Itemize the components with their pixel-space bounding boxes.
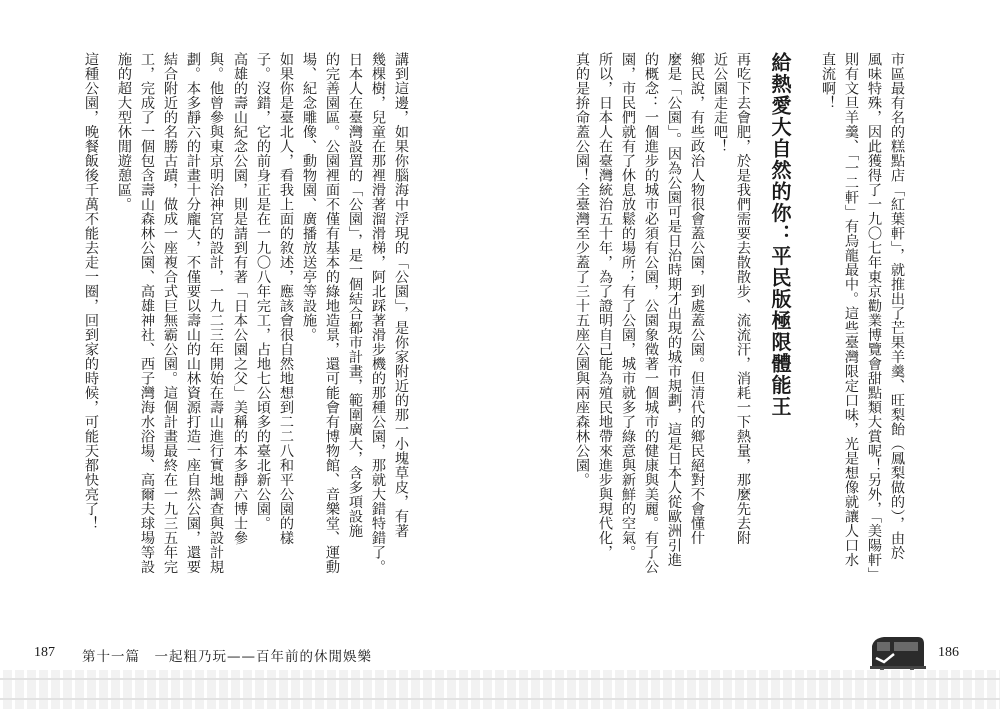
left-column: 這種公園，晚餐飯後千萬不能去走一圈，回到家的時候，可能天都快亮了！ — [83, 52, 99, 531]
left-column: 子。沒錯，它的前身正是在一九〇八年完工，占地七公頃多的臺北新公園。 — [255, 52, 271, 531]
right-column: 則有文旦羊羹、「一二軒」有烏龍最中。這些臺灣限定口味，光是想像就讓人口水 — [843, 52, 859, 567]
right-page — [500, 0, 1000, 709]
left-column: 場、紀念雕像、動物園、廣播放送亭等設施。 — [301, 52, 317, 342]
left-column: 日本人在臺灣設置的「公園」，是一個結合都市計畫，範圍廣大，含多項設施 — [347, 52, 363, 538]
right-column: 再吃下去會肥，於是我們需要去散散步、流流汗，消耗一下熱量，那麼先去附 — [735, 52, 751, 545]
railway-track-decoration — [0, 670, 1000, 709]
right-column: 所以，日本人在臺灣統治五十年，為了證明自己能為殖民地帶來進步與現代化， — [597, 52, 613, 560]
rail-line — [0, 698, 1000, 700]
left-text-block — [0, 52, 500, 652]
rail-line — [0, 678, 1000, 680]
right-column: 直流啊！ — [820, 52, 836, 110]
right-column: 近公園走走吧！ — [712, 52, 728, 154]
right-text-block — [500, 52, 1000, 652]
left-column: 講到這邊，如果你腦海中浮現的「公園」，是你家附近的那一小塊草皮，有著 — [393, 52, 409, 538]
page-number-left: 187 — [34, 645, 55, 660]
page-number-right: 186 — [938, 645, 959, 660]
left-column: 幾棵樹，兒童在那裡滑著溜滑梯，阿北踩著滑步機的那種公園，那就大錯特錯了。 — [370, 52, 386, 574]
left-column: 如果你是臺北人，看我上面的敘述，應該會很自然地想到二二八和平公園的樣 — [278, 52, 294, 545]
left-column: 施的超大型休閒遊憩區。 — [116, 52, 132, 212]
right-column: 園，市民們就有了休息放鬆的場所；有了公園，城市就多了綠意與新鮮的空氣。 — [620, 52, 636, 560]
left-column: 結合附近的名勝古蹟，做成一座複合式巨無霸公園。這個計畫最終在一九三五年完 — [162, 52, 178, 574]
train-icon — [868, 632, 926, 672]
left-column: 劃。本多靜六的計畫十分龐大，不僅要以壽山的山林資源打造一座自然公園，還要 — [185, 52, 201, 574]
right-column: 真的是拚命蓋公園！全臺灣至少蓋了三十五座公園與兩座森林公園。 — [574, 52, 590, 487]
right-column: 的概念：一個進步的城市必須有公園，公園象徵著一個城市的健康與美麗。有了公 — [643, 52, 659, 574]
right-column: 市區最有名的糕點店「紅葉軒」，就推出了芒果羊羹、旺梨飴（鳳梨做的），由於 — [889, 52, 905, 560]
left-column: 與。他曾參與東京明治神宮的設計，一九二三年開始在壽山進行實地調查與設計規 — [208, 52, 224, 574]
right-column: 鄉民說，有些政治人物很會蓋公園，到處蓋公園。但清代的鄉民絕對不會懂什 — [689, 52, 705, 545]
left-column: 工，完成了一個包含壽山森林公園、高雄神社、西子灣海水浴場、高爾夫球場等設 — [139, 52, 155, 574]
right-column: 風味特殊，因此獲得了一九〇七年東京勸業博覽會甜點類大賞呢！另外，「美陽軒」 — [866, 52, 882, 582]
section-heading: 給熱愛大自然的你：平民版極限體能王 — [768, 52, 792, 418]
right-column: 麼是「公園」。因為公園可是日治時期才出現的城市規劃，這是日本人從歐洲引進 — [666, 52, 682, 567]
running-head: 第十一篇 一起粗乃玩——百年前的休閒娛樂 — [82, 649, 372, 665]
left-column: 的完善園區。公園裡面不僅有基本的綠地造景，還可能會有博物館、音樂堂、運動 — [324, 52, 340, 574]
left-column: 高雄的壽山紀念公園，則是請到有著「日本公園之父」美稱的本多靜六博士參 — [232, 52, 248, 545]
